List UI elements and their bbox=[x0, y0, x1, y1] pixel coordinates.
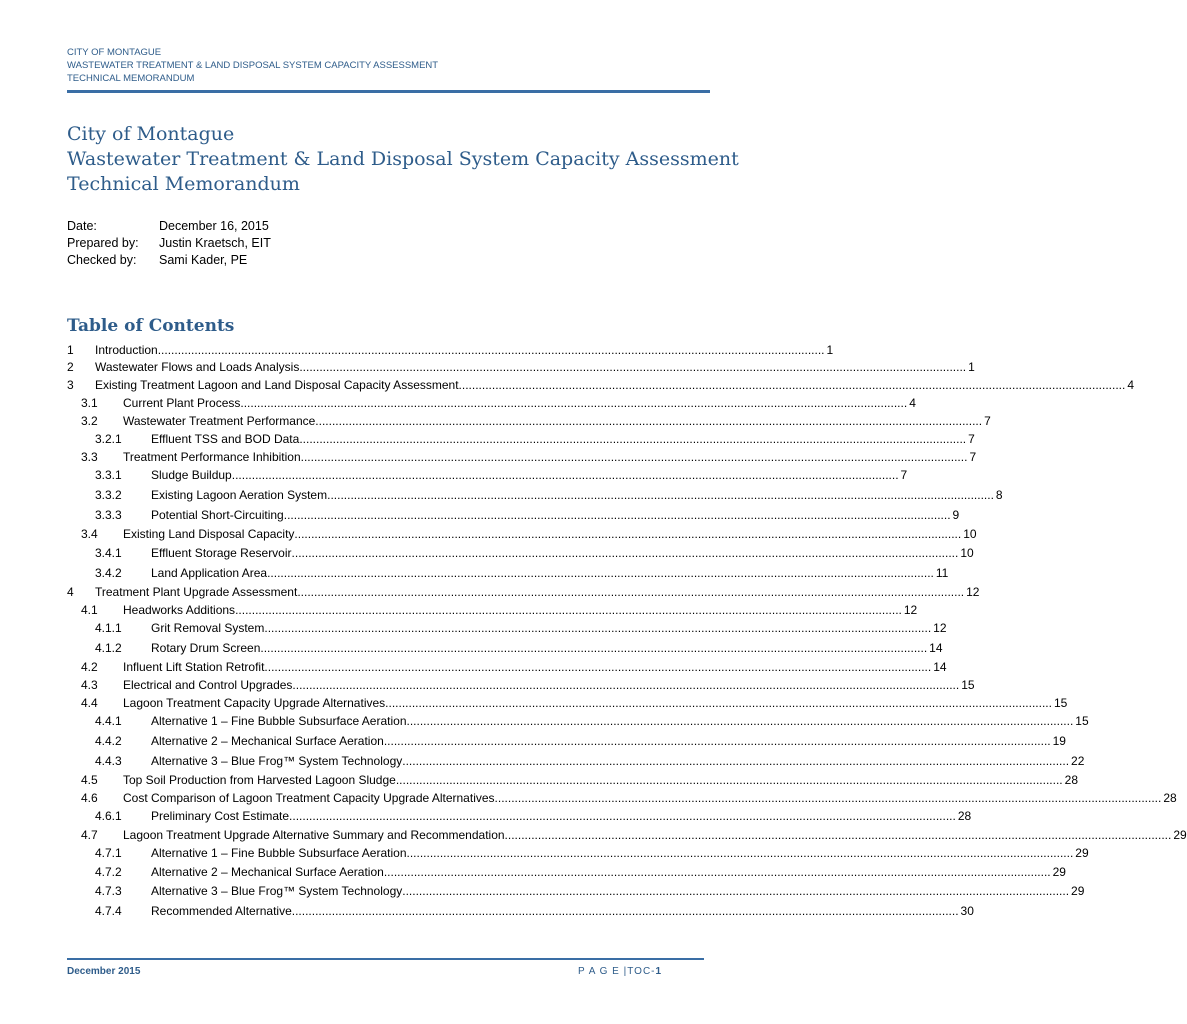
toc-entry-title: Headworks Additions bbox=[123, 603, 236, 617]
toc-entry[interactable] bbox=[67, 620, 947, 636]
running-header bbox=[67, 46, 438, 85]
toc-entry-title: Lagoon Treatment Upgrade Alternative Summary and Recommendation bbox=[123, 828, 505, 842]
toc-entry[interactable] bbox=[67, 695, 1068, 711]
toc-dot-leader: ........................................................................................................................................................................................................ bbox=[406, 846, 1074, 860]
toc-entry-leader bbox=[123, 526, 977, 542]
header-rule bbox=[67, 90, 710, 93]
toc-dot-leader: ........................................................................................................................................................................................................ bbox=[299, 360, 967, 374]
toc-entry-page: 15 bbox=[1075, 714, 1089, 728]
toc-entry-title: Sludge Buildup bbox=[151, 468, 232, 482]
toc-entry-title: Introduction bbox=[95, 343, 158, 357]
toc-entry-number: 4.4.1 bbox=[95, 714, 122, 728]
checked-label: Checked by: bbox=[67, 253, 137, 267]
toc-dot-leader: ........................................................................................................................................................................................................ bbox=[315, 414, 983, 428]
footer-rule bbox=[67, 958, 704, 960]
toc-entry-number: 4.4.3 bbox=[95, 754, 122, 768]
toc-entry-title: Effluent Storage Reservoir bbox=[151, 546, 292, 560]
toc-entry-page: 9 bbox=[952, 508, 960, 522]
toc-entry[interactable] bbox=[67, 377, 1135, 393]
toc-dot-leader: ........................................................................................................................................................................................................ bbox=[283, 508, 951, 522]
footer-page-num: 1 bbox=[655, 966, 662, 977]
toc-entry-number: 3.3.3 bbox=[95, 508, 122, 522]
toc-dot-leader: ........................................................................................................................................................................................................ bbox=[264, 621, 932, 635]
toc-entry[interactable] bbox=[67, 845, 1089, 861]
toc-entry-title: Influent Lift Station Retrofit bbox=[123, 660, 265, 674]
toc-entry-title: Electrical and Control Upgrades bbox=[123, 678, 293, 692]
toc-entry-number: 4.7 bbox=[81, 828, 98, 842]
toc-entry-number: 4.5 bbox=[81, 773, 98, 787]
toc-entry-title: Treatment Plant Upgrade Assessment bbox=[95, 585, 298, 599]
toc-entry-page: 29 bbox=[1173, 828, 1187, 842]
toc-entry-title: Preliminary Cost Estimate bbox=[151, 809, 290, 823]
toc-entry-number: 4.4 bbox=[81, 696, 98, 710]
toc-entry-number: 4.3 bbox=[81, 678, 98, 692]
toc-entry-leader bbox=[123, 695, 1068, 711]
header-line-1: CITY OF MONTAGUE bbox=[67, 47, 162, 58]
toc-entry-title: Top Soil Production from Harvested Lagoon Sludge bbox=[123, 773, 396, 787]
toc-entry[interactable] bbox=[67, 864, 1066, 880]
toc-entry-title: Alternative 2 – Mechanical Surface Aeration bbox=[151, 865, 384, 879]
toc-entry-number: 4.7.2 bbox=[95, 865, 122, 879]
toc-entry-title: Alternative 3 – Blue Frog™ System Technology bbox=[151, 754, 403, 768]
toc-entry-number: 3.3.2 bbox=[95, 488, 122, 502]
title-line-3: Technical Memorandum bbox=[67, 173, 300, 195]
toc-entry-leader bbox=[151, 467, 908, 483]
toc-entry-leader bbox=[151, 903, 974, 919]
toc-entry[interactable] bbox=[67, 359, 975, 375]
toc-entry-leader bbox=[123, 395, 916, 411]
toc-entry-page: 10 bbox=[960, 546, 974, 560]
toc-entry-leader bbox=[95, 377, 1135, 393]
toc-dot-leader: ........................................................................................................................................................................................................ bbox=[327, 488, 994, 502]
footer-separator: | bbox=[623, 966, 628, 977]
footer-toc-prefix: TOC- bbox=[627, 966, 656, 977]
toc-entry-page: 15 bbox=[1053, 696, 1068, 710]
toc-entry-page: 19 bbox=[1052, 734, 1066, 748]
toc-dot-leader: ........................................................................................................................................................................................................ bbox=[157, 343, 825, 357]
toc-entry-number: 3.4.2 bbox=[95, 566, 122, 580]
toc-entry[interactable] bbox=[67, 753, 1085, 769]
toc-entry-number: 3 bbox=[67, 378, 74, 392]
toc-entry-page: 14 bbox=[929, 641, 943, 655]
toc-entry[interactable] bbox=[67, 640, 943, 656]
toc-entry-leader bbox=[151, 565, 949, 581]
toc-dot-leader: ........................................................................................................................................................................................................ bbox=[289, 809, 956, 823]
toc-entry[interactable] bbox=[67, 449, 977, 465]
toc-dot-leader: ........................................................................................................................................................................................................ bbox=[406, 714, 1074, 728]
toc-entry-number: 4.4.2 bbox=[95, 734, 122, 748]
toc-entry-number: 3.1 bbox=[81, 396, 98, 410]
toc-entry[interactable] bbox=[67, 733, 1066, 749]
toc-entry-page: 11 bbox=[935, 566, 949, 580]
toc-entry-leader bbox=[151, 753, 1085, 769]
toc-heading: Table of Contents bbox=[67, 316, 235, 336]
toc-entry[interactable] bbox=[67, 677, 975, 693]
date-value: December 16, 2015 bbox=[159, 219, 269, 233]
footer-page-number bbox=[578, 966, 661, 977]
header-line-3: TECHNICAL MEMORANDUM bbox=[67, 73, 195, 84]
toc-entry[interactable] bbox=[67, 413, 991, 429]
toc-entry-page: 8 bbox=[995, 488, 1003, 502]
toc-dot-leader: ........................................................................................................................................................................................................ bbox=[383, 734, 1051, 748]
toc-entry-page: 7 bbox=[968, 432, 975, 446]
document-meta bbox=[67, 218, 271, 269]
toc-entry-title: Recommended Alternative bbox=[151, 904, 292, 918]
toc-entry-leader bbox=[123, 602, 918, 618]
toc-entry-title: Existing Land Disposal Capacity bbox=[123, 527, 295, 541]
toc-entry-number: 1 bbox=[67, 343, 74, 357]
toc-entry[interactable] bbox=[67, 467, 908, 483]
toc-entry-title: Alternative 2 – Mechanical Surface Aeration bbox=[151, 734, 384, 748]
toc-entry[interactable] bbox=[67, 883, 1085, 899]
toc-entry-page: 29 bbox=[1052, 865, 1066, 879]
toc-entry[interactable] bbox=[67, 713, 1089, 729]
toc-dot-leader: ........................................................................................................................................................................................................ bbox=[294, 527, 962, 541]
toc-entry-page: 30 bbox=[960, 904, 974, 918]
toc-entry[interactable] bbox=[67, 507, 960, 523]
toc-entry[interactable] bbox=[67, 431, 975, 447]
toc-entry-leader bbox=[123, 677, 975, 693]
toc-dot-leader: ........................................................................................................................................................................................................ bbox=[402, 754, 1070, 768]
toc-entry-number: 3.4.1 bbox=[95, 546, 122, 560]
toc-entry[interactable] bbox=[67, 602, 918, 618]
toc-entry-leader bbox=[151, 733, 1066, 749]
toc-dot-leader: ........................................................................................................................................................................................................ bbox=[494, 791, 1162, 805]
toc-entry-title: Current Plant Process bbox=[123, 396, 241, 410]
toc-entry[interactable] bbox=[67, 808, 972, 824]
toc-dot-leader: ........................................................................................................................................................................................................ bbox=[231, 468, 899, 482]
toc-entry-title: Cost Comparison of Lagoon Treatment Capacity Upgrade Alternatives bbox=[123, 791, 495, 805]
toc-entry-number: 4.1 bbox=[81, 603, 98, 617]
toc-entry-number: 4 bbox=[67, 585, 74, 599]
toc-dot-leader: ........................................................................................................................................................................................................ bbox=[504, 828, 1172, 842]
toc-entry-leader bbox=[123, 772, 1078, 788]
toc-entry-page: 15 bbox=[961, 678, 975, 692]
title-line-2: Wastewater Treatment & Land Disposal System Capacity Assessment bbox=[67, 148, 739, 170]
toc-entry-page: 12 bbox=[933, 621, 947, 635]
toc-dot-leader: ........................................................................................................................................................................................................ bbox=[402, 884, 1070, 898]
toc-entry-number: 4.7.1 bbox=[95, 846, 122, 860]
toc-dot-leader: ........................................................................................................................................................................................................ bbox=[300, 450, 968, 464]
toc-entry-number: 4.6 bbox=[81, 791, 98, 805]
toc-entry-leader bbox=[123, 790, 1177, 806]
toc-entry-page: 4 bbox=[1127, 378, 1135, 392]
toc-entry[interactable] bbox=[67, 903, 974, 919]
toc-entry[interactable] bbox=[67, 584, 980, 600]
toc-entry-page: 1 bbox=[968, 360, 975, 374]
toc-dot-leader: ........................................................................................................................................................................................................ bbox=[291, 904, 959, 918]
meta-date-row bbox=[67, 218, 271, 235]
toc-entry-page: 22 bbox=[1071, 754, 1085, 768]
toc-entry-title: Alternative 3 – Blue Frog™ System Technology bbox=[151, 884, 403, 898]
toc-entry-leader bbox=[151, 864, 1066, 880]
toc-entry-page: 28 bbox=[1064, 773, 1078, 787]
toc-dot-leader: ........................................................................................................................................................................................................ bbox=[267, 566, 934, 580]
toc-entry-leader bbox=[123, 413, 991, 429]
toc-dot-leader: ........................................................................................................................................................................................................ bbox=[299, 432, 967, 446]
toc-entry-title: Alternative 1 – Fine Bubble Subsurface Aeration bbox=[151, 714, 407, 728]
toc-dot-leader: ........................................................................................................................................................................................................ bbox=[395, 773, 1063, 787]
toc-entry-page: 1 bbox=[826, 343, 834, 357]
toc-entry-leader bbox=[151, 808, 972, 824]
toc-entry-page: 12 bbox=[903, 603, 918, 617]
toc-entry-title: Treatment Performance Inhibition bbox=[123, 450, 301, 464]
toc-entry-number: 3.2.1 bbox=[95, 432, 122, 446]
meta-checked-row bbox=[67, 252, 271, 269]
toc-entry-title: Rotary Drum Screen bbox=[151, 641, 261, 655]
toc-entry-leader bbox=[151, 545, 974, 561]
toc-entry-number: 2 bbox=[67, 360, 74, 374]
toc-entry-leader bbox=[123, 827, 1187, 843]
footer-date: December 2015 bbox=[67, 966, 141, 977]
checked-value: Sami Kader, PE bbox=[159, 253, 248, 267]
footer-page-word: P A G E bbox=[578, 966, 620, 977]
toc-entry-number: 4.2 bbox=[81, 660, 98, 674]
toc-entry-leader bbox=[123, 659, 947, 675]
toc-dot-leader: ........................................................................................................................................................................................................ bbox=[297, 585, 965, 599]
toc-entry-title: Grit Removal System bbox=[151, 621, 265, 635]
toc-entry-number: 3.2 bbox=[81, 414, 98, 428]
toc-entry-leader bbox=[95, 359, 975, 375]
toc-entry-number: 4.7.4 bbox=[95, 904, 122, 918]
toc-entry[interactable] bbox=[67, 772, 1078, 788]
toc-entry-number: 3.3 bbox=[81, 450, 98, 464]
toc-entry-title: Existing Lagoon Aeration System bbox=[151, 488, 328, 502]
toc-dot-leader: ........................................................................................................................................................................................................ bbox=[264, 660, 932, 674]
toc-entry-title: Wastewater Treatment Performance bbox=[123, 414, 316, 428]
toc-entry[interactable] bbox=[67, 395, 916, 411]
title-line-1: City of Montague bbox=[67, 123, 235, 145]
toc-entry-leader bbox=[95, 342, 834, 358]
toc-entry-leader bbox=[123, 449, 977, 465]
toc-entry-page: 28 bbox=[957, 809, 972, 823]
toc-entry-number: 3.4 bbox=[81, 527, 98, 541]
toc-entry-leader bbox=[151, 507, 960, 523]
toc-entry-page: 29 bbox=[1071, 884, 1085, 898]
toc-entry-leader bbox=[151, 883, 1085, 899]
toc-entry-leader bbox=[151, 431, 975, 447]
toc-dot-leader: ........................................................................................................................................................................................................ bbox=[240, 396, 908, 410]
toc-entry-leader bbox=[151, 487, 1003, 503]
toc-entry-leader bbox=[151, 713, 1089, 729]
toc-entry-page: 7 bbox=[900, 468, 908, 482]
toc-entry-page: 28 bbox=[1163, 791, 1177, 805]
toc-entry[interactable] bbox=[67, 545, 974, 561]
toc-entry-title: Wastewater Flows and Loads Analysis bbox=[95, 360, 300, 374]
toc-entry-page: 12 bbox=[966, 585, 980, 599]
header-line-2: WASTEWATER TREATMENT & LAND DISPOSAL SYSTEM CAPACITY ASSESSMENT bbox=[67, 60, 439, 71]
toc-entry-leader bbox=[151, 845, 1089, 861]
toc-entry-number: 4.1.1 bbox=[95, 621, 122, 635]
meta-prepared-row bbox=[67, 235, 271, 252]
toc-entry-leader bbox=[151, 620, 947, 636]
toc-dot-leader: ........................................................................................................................................................................................................ bbox=[383, 865, 1051, 879]
toc-dot-leader: ........................................................................................................................................................................................................ bbox=[260, 641, 928, 655]
toc-entry-title: Lagoon Treatment Capacity Upgrade Alternatives bbox=[123, 696, 386, 710]
toc-dot-leader: ........................................................................................................................................................................................................ bbox=[292, 678, 960, 692]
toc-entry[interactable] bbox=[67, 342, 834, 358]
toc-entry-title: Potential Short-Circuiting bbox=[151, 508, 284, 522]
toc-entry[interactable] bbox=[67, 487, 1003, 503]
toc-entry-leader bbox=[95, 584, 980, 600]
toc-entry[interactable] bbox=[67, 526, 977, 542]
document-title bbox=[67, 122, 739, 197]
toc-entry-number: 3.3.1 bbox=[95, 468, 122, 482]
toc-entry-number: 4.7.3 bbox=[95, 884, 122, 898]
prepared-label: Prepared by: bbox=[67, 236, 139, 250]
prepared-value: Justin Kraetsch, EIT bbox=[159, 236, 271, 250]
toc-entry-number: 4.1.2 bbox=[95, 641, 122, 655]
toc-entry[interactable] bbox=[67, 827, 1187, 843]
toc-dot-leader: ........................................................................................................................................................................................................ bbox=[458, 378, 1126, 392]
toc-entry-page: 29 bbox=[1075, 846, 1089, 860]
toc-entry-title: Effluent TSS and BOD Data bbox=[151, 432, 300, 446]
toc-dot-leader: ........................................................................................................................................................................................................ bbox=[385, 696, 1052, 710]
toc-entry-page: 4 bbox=[909, 396, 916, 410]
toc-entry-page: 10 bbox=[963, 527, 977, 541]
toc-entry-page: 7 bbox=[984, 414, 991, 428]
toc-dot-leader: ........................................................................................................................................................................................................ bbox=[235, 603, 902, 617]
toc-entry-title: Alternative 1 – Fine Bubble Subsurface Aeration bbox=[151, 846, 407, 860]
date-label: Date: bbox=[67, 219, 97, 233]
toc-entry[interactable] bbox=[67, 659, 947, 675]
toc-entry[interactable] bbox=[67, 565, 949, 581]
toc-entry[interactable] bbox=[67, 790, 1177, 806]
toc-entry-leader bbox=[151, 640, 943, 656]
toc-entry-number: 4.6.1 bbox=[95, 809, 122, 823]
toc-entry-title: Land Application Area bbox=[151, 566, 268, 580]
toc-dot-leader: ........................................................................................................................................................................................................ bbox=[291, 546, 959, 560]
toc-entry-title: Existing Treatment Lagoon and Land Disposal Capacity Assessment bbox=[95, 378, 459, 392]
toc-entry-page: 7 bbox=[969, 450, 977, 464]
toc-entry-page: 14 bbox=[933, 660, 947, 674]
